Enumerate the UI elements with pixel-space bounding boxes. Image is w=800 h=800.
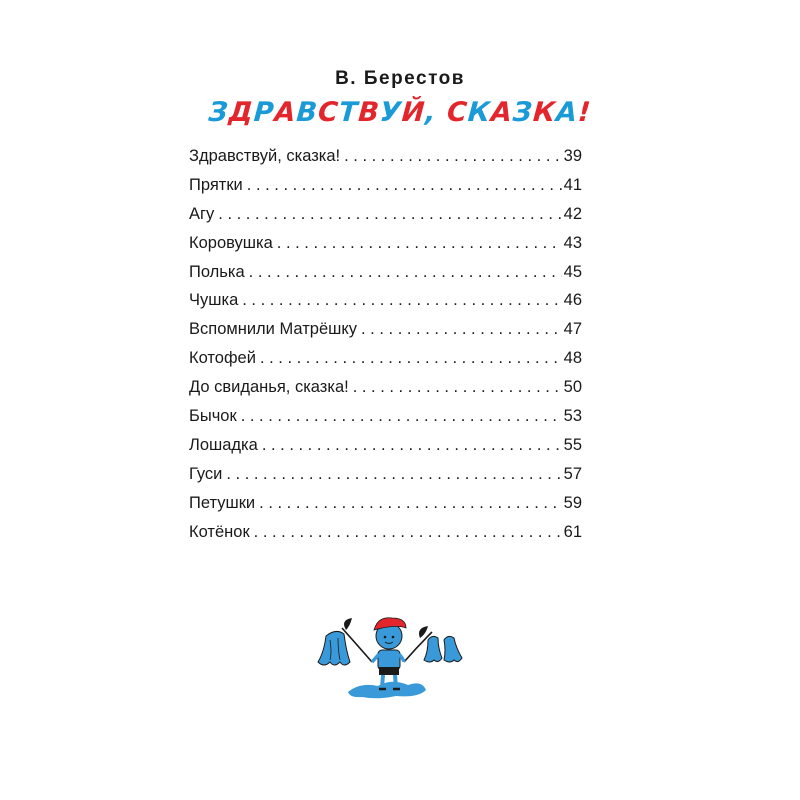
- toc-entry-title: Чушка: [189, 291, 239, 310]
- toc-dot-leader: [247, 171, 562, 200]
- toc-entry: [189, 200, 582, 229]
- toc-entry-page: 47: [563, 320, 582, 339]
- toc-entry-page: 46: [563, 291, 582, 310]
- title-letter: К: [531, 97, 558, 128]
- title-letter: С: [445, 97, 469, 128]
- title-letter: А: [489, 97, 514, 128]
- title-letter: В: [295, 97, 320, 128]
- title-letter: А: [273, 97, 298, 128]
- toc-entry: [189, 286, 582, 315]
- toc-entry-title: Агу: [189, 204, 215, 223]
- toc-entry-page: 48: [563, 349, 582, 368]
- toc-dot-leader: [259, 489, 561, 518]
- right-bellflower-1: [424, 636, 442, 662]
- title-letter: К: [466, 97, 493, 128]
- toc-entry-title: Вспомнили Матрёшку: [189, 320, 358, 339]
- toc-entry: [189, 518, 582, 547]
- toc-entry-title: Коровушка: [189, 233, 273, 252]
- toc-dot-leader: [260, 344, 562, 373]
- left-leaf: [344, 618, 352, 630]
- title-letter: У: [378, 97, 403, 128]
- toc-entry: [189, 142, 582, 171]
- toc-entry: [189, 373, 582, 402]
- toc-entry-title: Полька: [189, 262, 245, 281]
- toc-entry-page: 50: [563, 378, 582, 397]
- title-letter: Р: [252, 97, 276, 128]
- title-letter: В: [357, 97, 382, 128]
- toc-entry: [189, 489, 582, 518]
- toc-entry-title: Бычок: [189, 407, 237, 426]
- section-title: [0, 97, 800, 128]
- toc-dot-leader: [241, 402, 562, 431]
- author-name: В. Берестов: [335, 68, 465, 89]
- title-letter: З: [511, 97, 535, 128]
- toc-entry-page: 45: [563, 262, 582, 281]
- title-letter: А: [555, 97, 580, 128]
- child-shorts: [379, 667, 399, 675]
- toc-entry: [189, 229, 582, 258]
- toc-entry-page: 57: [563, 464, 582, 483]
- toc-dot-leader: [242, 286, 561, 315]
- toc-entry-page: 41: [563, 175, 582, 194]
- toc-entry-page: 39: [563, 147, 582, 165]
- toc-dot-leader: [344, 142, 562, 171]
- toc-entry-page: 61: [563, 522, 582, 541]
- title-letter: !: [576, 97, 593, 128]
- toc-entry-page: 43: [563, 233, 582, 252]
- toc-entry: [189, 344, 582, 373]
- toc-entry: [189, 460, 582, 489]
- toc-entry: [189, 402, 582, 431]
- toc-entry-page: 59: [563, 493, 582, 512]
- toc-dot-leader: [277, 229, 562, 258]
- toc-entry: [189, 171, 582, 200]
- toc-dot-leader: [254, 518, 562, 547]
- title-letter: Й: [400, 97, 427, 128]
- right-bellflower-2: [444, 636, 462, 662]
- ground-patch: [348, 682, 426, 699]
- toc-entry-title: Котёнок: [189, 522, 250, 541]
- toc-entry-title: Лошадка: [189, 435, 258, 454]
- toc-entry-page: 55: [563, 435, 582, 454]
- title-letter: С: [317, 97, 341, 128]
- child-with-bellflowers-illustration: [300, 606, 480, 706]
- toc-entry-title: Прятки: [189, 175, 243, 194]
- right-leaf: [419, 626, 428, 638]
- title-letter: ,: [424, 97, 438, 128]
- toc-dot-leader: [353, 373, 562, 402]
- title-letter: З: [207, 97, 230, 128]
- toc-entry: [189, 431, 582, 460]
- toc-entry-title: Здравствуй, сказка!: [189, 147, 341, 165]
- toc-entry-page: 53: [563, 407, 582, 426]
- toc-dot-leader: [361, 315, 562, 344]
- toc-dot-leader: [218, 200, 561, 229]
- table-of-contents: [189, 142, 582, 546]
- toc-entry-page: 42: [563, 204, 582, 223]
- toc-entry: [189, 315, 582, 344]
- title-letter: Т: [337, 97, 360, 128]
- toc-entry-title: До свиданья, сказка!: [189, 378, 349, 397]
- toc-dot-leader: [226, 460, 561, 489]
- toc-dot-leader: [262, 431, 562, 460]
- toc-entry-title: Котофей: [189, 349, 256, 368]
- toc-entry: [189, 258, 582, 287]
- title-letter: Д: [227, 97, 255, 128]
- toc-entry-title: Петушки: [189, 493, 256, 512]
- toc-entry-title: Гуси: [189, 464, 223, 483]
- left-bellflower: [318, 631, 350, 665]
- toc-dot-leader: [249, 258, 562, 287]
